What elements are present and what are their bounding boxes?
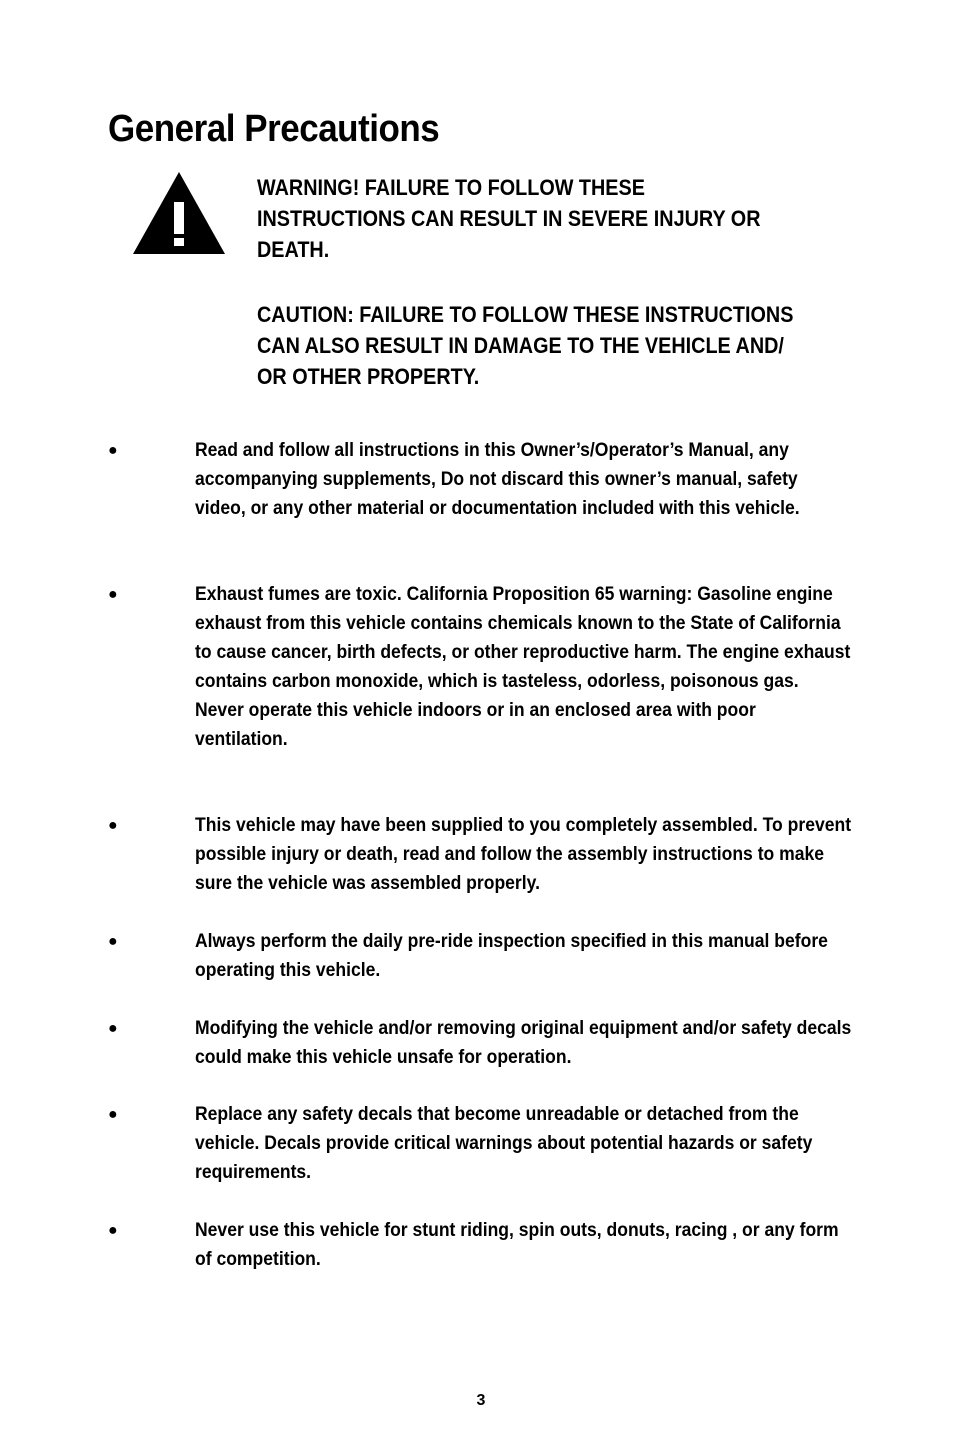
bullet-icon: ● [108,933,118,950]
list-item-text: This vehicle may have been supplied to you completely assembled. To prevent possible injury or death, read and follow the assembly instructions to make sure the vehicle was assembled properly. [195,814,852,894]
bullet-icon: ● [108,817,118,834]
caution-text: CAUTION: FAILURE TO FOLLOW THESE INSTRUCTIONS CAN ALSO RESULT IN DAMAGE TO THE VEHICLE AND/ OR OTHER PROPERTY. [257,302,794,389]
bullet-icon: ● [108,442,118,459]
bullet-icon: ● [108,586,118,603]
bullet-icon: ● [108,1020,118,1037]
list-item-text: Always perform the daily pre-ride inspection specified in this manual before operating this vehicle. [195,930,828,981]
page-title: General Precautions [108,108,440,150]
list-item-text: Never use this vehicle for stunt riding, spin outs, donuts, racing , or any form of competition. [195,1219,839,1270]
warning-text: WARNING! FAILURE TO FOLLOW THESE INSTRUCTIONS CAN RESULT IN SEVERE INJURY OR DEATH. [257,175,761,262]
bullet-icon: ● [108,1106,118,1123]
page-number: 3 [476,1392,486,1409]
list-item-text: Read and follow all instructions in this Owner’s/Operator’s Manual, any accompanying supplements, Do not discard this owner’s manual, safety video, or any other material or documentation included with this vehicle. [195,439,800,519]
bullet-icon: ● [108,1222,118,1239]
list-item-text: Exhaust fumes are toxic. California Proposition 65 warning: Gasoline engine exhaust from this vehicle contains chemicals known to the State of California to cause cancer, birth defects, or other reproductive harm. The engine exhaust contains carbon monoxide, which is tasteless, odorless, poisonous gas. Never operate this vehicle indoors or in an enclosed area with poor ventilation. [195,583,851,750]
list-item-text: Replace any safety decals that become unreadable or detached from the vehicle. Decals provide critical warnings about potential hazards or safety requirements. [195,1103,813,1183]
list-item-text: Modifying the vehicle and/or removing original equipment and/or safety decals could make this vehicle unsafe for operation. [195,1017,852,1068]
warning-triangle-icon [133,172,225,254]
